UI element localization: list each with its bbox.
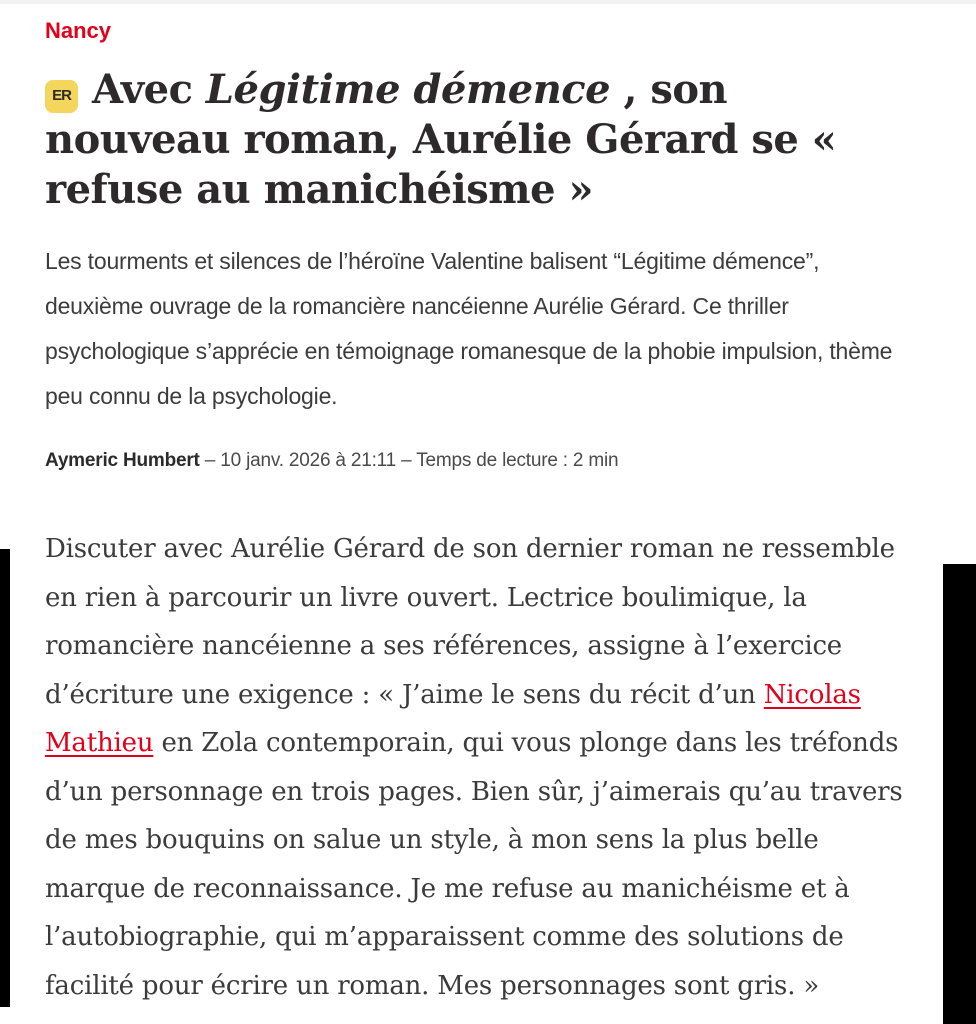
article-body: [45, 525, 920, 1010]
left-black-bar: [0, 549, 10, 1007]
reading-time: Temps de lecture : 2 min: [416, 450, 619, 471]
byline-separator-2: –: [401, 450, 412, 471]
body-text-segment-pre: Discuter avec Aurélie Gérard de son dernier roman ne ressemble en rien à parcourir un livre ouvert. Lectrice boulimique, la romancière nancéienne a ses références, assigne à l’exercice d’écriture une exigence : « J’aime le sens du récit d’un: [45, 534, 895, 710]
publish-datetime: 10 janv. 2026 à 21:11: [220, 450, 396, 471]
title-text-pre: Avec: [92, 66, 206, 113]
er-badge-text: ER: [52, 87, 71, 104]
article-page: [0, 4, 976, 1010]
er-premium-badge: [45, 80, 78, 113]
byline: [45, 449, 920, 473]
nicolas-mathieu-link[interactable]: Nicolas Mathieu: [45, 679, 861, 758]
author-name: Aymeric Humbert: [45, 450, 200, 471]
breadcrumb-section-link[interactable]: Nancy: [45, 18, 112, 43]
byline-separator: –: [204, 450, 216, 471]
article-lede: Les tourments et silences de l’héroïne Valentine balisent “Légitime démence”, deuxième ouvrage de la romancière nancéienne Aurélie Gérard. Ce thriller psychologique s’apprécie en témoignage romanesque de la phobie impulsion, thème peu connu de la psychologie.: [45, 248, 893, 409]
body-text-segment-post: en Zola contemporain, qui vous plonge dans les tréfonds d’un personnage en trois pages. Bien sûr, j’aimerais qu’au travers de mes bouquins on salue un style, à mon sens la plus belle marque de reconnaissance. Je me refuse au manichéisme et à l’autobiographie, qui m’apparaissent comme des solutions de facilité pour écrire un roman. Mes personnages sont gris. »: [45, 728, 903, 1001]
title-book-name: Légitime démence: [205, 66, 611, 113]
right-black-bar: [943, 564, 976, 1024]
article-title: [45, 65, 905, 215]
title-text-post: , son nouveau roman, Aurélie Gérard se « refuse au manichéisme »: [45, 66, 837, 213]
